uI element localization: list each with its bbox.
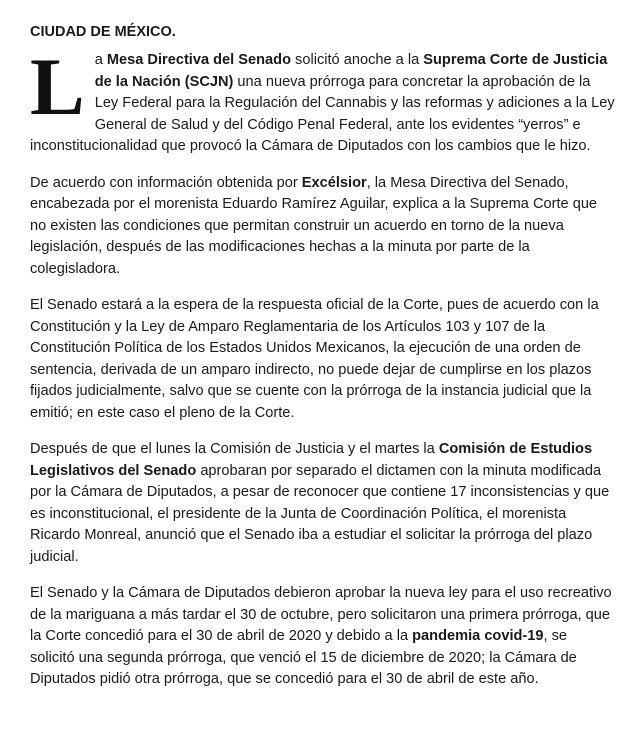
bold-phrase: Excélsior — [301, 174, 367, 191]
bold-phrase: pandemia covid-19 — [412, 628, 544, 644]
paragraph-text: El Senado estará a la espera de la respuesta oficial de la Corte, pues de acuerdo con la Constitución y la Ley de Amparo Reglamentaria de los Artículos 103 y 107 de la Constitución Política de los Estados Unidos Mexicanos, la ejecución de una orden de sentencia, derivada de un amparo indirecto, no puede dejar de cumplirse en los plazos fijados judicialmente, salvo que se cuente con la prórroga de la instancia judicial que la emitió; en este caso el pleno de la Corte. — [30, 297, 599, 421]
paragraph-5 — [30, 583, 615, 691]
paragraph-text: solicitó anoche a la — [291, 52, 424, 68]
bold-phrase: Mesa Directiva del Senado — [106, 52, 291, 68]
paragraph-text: El Senado y la Cámara de Diputados debieron aprobar la nueva ley para el uso recreativo de la mariguana a más tardar el 30 de octubre, pero solicitaron una primera prórroga, que la Corte concedió para el 30 de abril de 2020 y debido a la — [30, 585, 612, 644]
paragraph-text: , la Mesa Directiva del Senado, encabezada por el morenista Eduardo Ramírez Aguilar, explica a la Suprema Corte que no existen las condiciones que permitan construir un acuerdo en torno de la nueva legislación, después de las modificaciones hechas a la minuta por parte de la colegisladora. — [30, 174, 598, 277]
bold-phrase: Suprema Corte de Justicia de la Nación (SCJN) — [94, 52, 608, 90]
paragraph-3 — [30, 295, 615, 424]
paragraph-text: , se solicitó una segunda prórroga, que venció el 15 de diciembre de 2020; la Cámara de Diputados pidió otra prórroga, que se concedió para el 30 de abril de este año. — [30, 628, 577, 687]
paragraph-4 — [30, 439, 615, 568]
bold-phrase: Comisión de Estudios Legislativos del Senado — [30, 441, 593, 479]
paragraph-2 — [30, 173, 615, 281]
paragraph-1 — [30, 41, 615, 158]
paragraph-text: Después de que el lunes la Comisión de Justicia y el martes la — [30, 441, 439, 457]
paragraph-text: a — [94, 52, 107, 68]
paragraph-text: De acuerdo con información obtenida por — [30, 174, 302, 191]
article-body — [30, 22, 615, 706]
paragraph-text: una nueva prórroga para concretar la aprobación de la Ley Federal para la Regulación del Cannabis y las reformas y adiciones a la Ley General de Salud y del Código Penal Federal, ante los evidentes “yerros” e inconstitucionalidad que provocó la Cámara de Diputados con los cambios que le hizo. — [30, 73, 615, 154]
drop-cap: L — [30, 41, 85, 132]
paragraph-text: aprobaran por separado el dictamen con la minuta modificada por la Cámara de Diputados, a pesar de reconocer que contiene 17 inconsistencias y que es inconstitucional, el presidente de la Junta de Coordinación Política, el morenista Ricardo Monreal, anunció que el Senado iba a estudiar el solicitar la prórroga del plazo judicial. — [30, 462, 610, 565]
dateline: CIUDAD DE MÉXICO. — [30, 24, 176, 40]
